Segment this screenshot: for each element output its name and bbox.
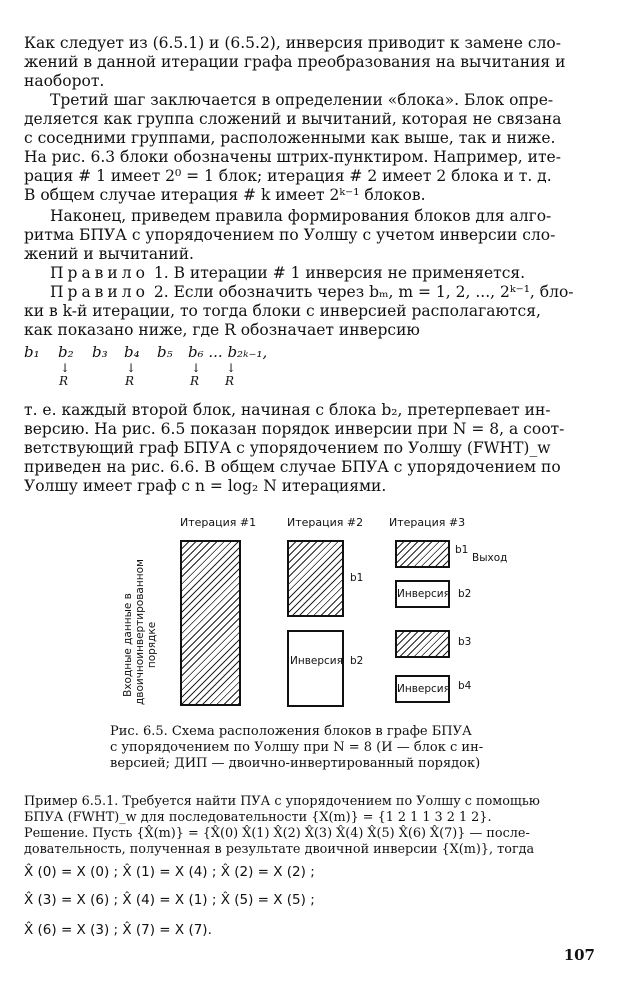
formula-line: X̂ (0) = X (0) ; X̂ (1) = X (4) ; X̂ (2) = X (2) ; — [24, 864, 315, 880]
block-b2-inverted — [287, 630, 344, 707]
text-line: с соседними группами, расположенными как выше, так и ниже. — [24, 129, 556, 147]
text-line: приведен на рис. 6.6. В общем случае БПУА с упорядочением по — [24, 458, 561, 476]
inversion-marker: R — [125, 374, 135, 388]
example-line: довательность, полученная в результате двоичной инверсии {X(m)}, тогда — [24, 842, 535, 857]
text-line: Наконец, приведем правила формирования блоков для алго- — [50, 207, 552, 225]
text-line: ветствующий граф БПУА с упорядочением по Уолшу (FWHT)_w — [24, 439, 551, 457]
figure-caption: с упорядочением по Уолшу при N = 8 (И — блок с ин- — [110, 740, 484, 755]
inversion-label: Инверсия — [397, 683, 450, 695]
text-line: Третий шаг заключается в определении «блока». Блок опре- — [50, 91, 554, 109]
text-line: т. е. каждый второй блок, начиная с блока b₂, претерпевает ин- — [24, 401, 551, 419]
inversion-marker: R — [190, 374, 200, 388]
text-line: ки в k-й итерации, то тогда блоки с инверсией располагаются, — [24, 302, 541, 320]
text-line: На рис. 6.3 блоки обозначены штрих-пунктиром. Например, ите- — [24, 148, 561, 166]
text-line: наоборот. — [24, 72, 105, 90]
block-label-b2: b2 — [350, 655, 364, 667]
input-order-label: Входные данные в двоичноинвертированном порядке — [122, 559, 158, 705]
example-line: Решение. Пусть {X̂(m)} = {X̂(0) X̂(1) X̂(2) X̂(3) X̂(4) X̂(5) X̂(6) X̂(7)} — после- — [24, 826, 530, 841]
text-line: жений и вычитаний. — [24, 245, 194, 263]
down-arrow-icon: ↓ — [226, 361, 237, 375]
iteration-header: Итерация #2 — [287, 516, 364, 529]
inversion-label: Инверсия — [290, 655, 343, 667]
block-iteration-1 — [180, 540, 241, 706]
inversion-marker: R — [59, 374, 69, 388]
rule-text: 1. В итерации # 1 инверсия не применяется. — [153, 264, 526, 282]
example-line: БПУА (FWHT)_w для последовательности {X(m)} = {1 2 1 1 3 2 1 2}. — [24, 810, 492, 825]
formula-line: X̂ (6) = X (3) ; X̂ (7) = X (7). — [24, 922, 212, 938]
block-label-b1: b1 — [455, 544, 469, 556]
down-arrow-icon: ↓ — [126, 361, 137, 375]
block-label-b1: b1 — [350, 572, 364, 584]
inversion-marker: R — [225, 374, 235, 388]
block-label: b₃ — [92, 343, 108, 361]
rule-label: Правило — [50, 264, 149, 282]
text-line: Как следует из (6.5.1) и (6.5.2), инверсия приводит к замене сло- — [24, 34, 561, 52]
block-label: b₄ — [124, 343, 140, 361]
block-label: b₅ — [157, 343, 173, 361]
block-label: b₁ — [24, 343, 40, 361]
formula-line: X̂ (3) = X (6) ; X̂ (4) = X (1) ; X̂ (5) = X (5) ; — [24, 892, 315, 908]
block-label: b₆ ... b₂ₖ₋₁, — [188, 343, 268, 361]
iteration-header: Итерация #3 — [389, 516, 466, 529]
inversion-label: Инверсия — [397, 588, 450, 600]
block-label: b₂ — [58, 343, 74, 361]
text-line: В общем случае итерация # k имеет 2ᵏ⁻¹ блоков. — [24, 186, 426, 204]
block-label-b3: b3 — [458, 636, 472, 648]
rule-2 — [50, 283, 574, 301]
text-line: Уолшу имеет граф с n = log₂ N итерациями. — [24, 477, 387, 495]
rule-1 — [50, 264, 525, 282]
iteration-header: Итерация #1 — [180, 516, 257, 529]
text-line: деляется как группа сложений и вычитаний, которая не связана — [24, 110, 562, 128]
rule-text: 2. Если обозначить через bₘ, m = 1, 2, ..., 2ᵏ⁻¹, бло- — [153, 283, 574, 301]
text-line: жений в данной итерации графа преобразования на вычитания и — [24, 53, 566, 71]
figure-caption: Рис. 6.5. Схема расположения блоков в графе БПУА — [110, 724, 472, 739]
down-arrow-icon: ↓ — [191, 361, 202, 375]
block-label-b4: b4 — [458, 680, 472, 692]
block-b3 — [395, 630, 450, 658]
text-line: как показано ниже, где R обозначает инверсию — [24, 321, 420, 339]
block-b1 — [287, 540, 344, 617]
figure-caption: версией; ДИП — двоично-инвертированный порядок) — [110, 756, 481, 771]
page-number: 107 — [563, 946, 595, 964]
example-line: Пример 6.5.1. Требуется найти ПУА с упорядочением по Уолшу с помощью — [24, 794, 540, 809]
output-label: Выход — [472, 552, 508, 564]
down-arrow-icon: ↓ — [60, 361, 71, 375]
rule-label: Правило — [50, 283, 149, 301]
text-line: рация # 1 имеет 2⁰ = 1 блок; итерация # 2 имеет 2 блока и т. д. — [24, 167, 552, 185]
text-line: ритма БПУА с упорядочением по Уолшу с учетом инверсии сло- — [24, 226, 556, 244]
block-b1 — [395, 540, 450, 568]
text-line: версию. На рис. 6.5 показан порядок инверсии при N = 8, а соот- — [24, 420, 565, 438]
block-label-b2: b2 — [458, 588, 472, 600]
